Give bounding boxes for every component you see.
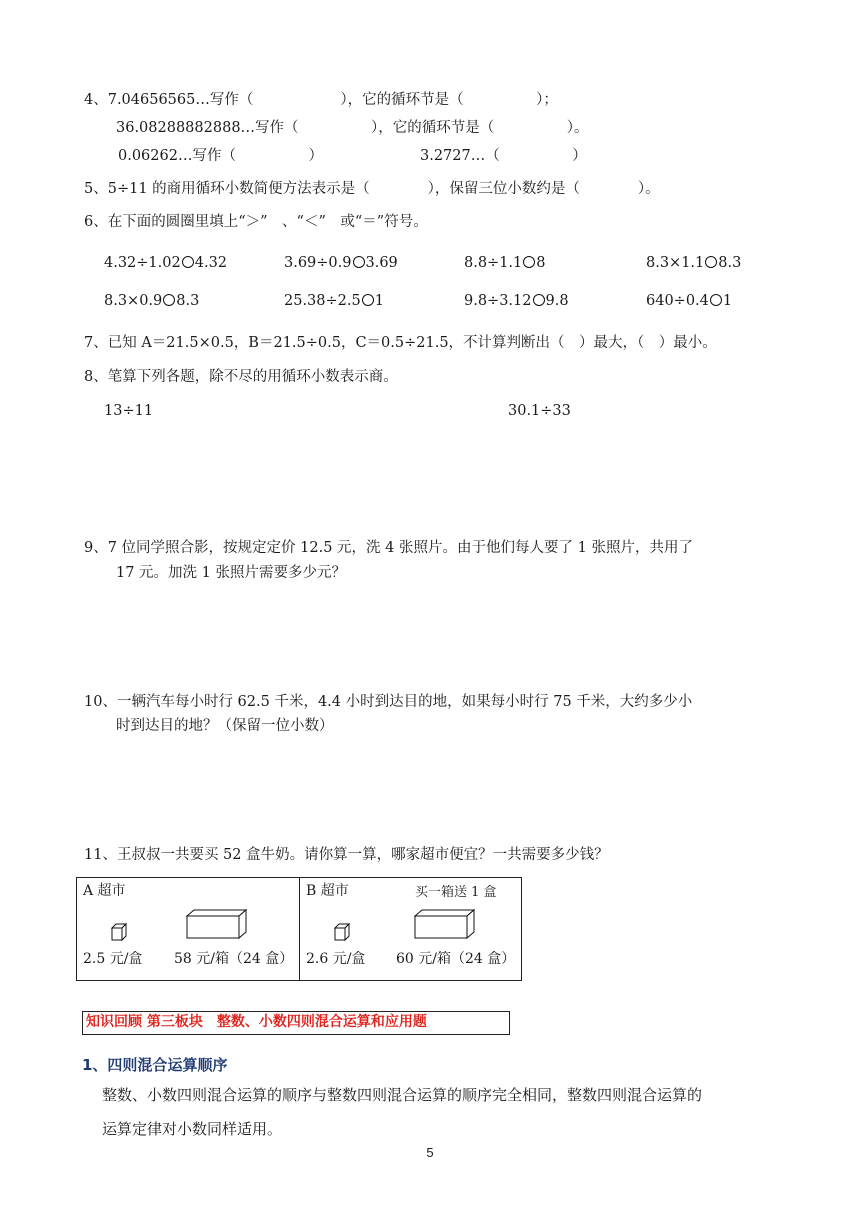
q6-item-8: 640÷0.4 1	[646, 293, 733, 309]
q4-line-2: 36.08288882888…写作（ ），它的循环节是（ ）。	[116, 120, 589, 136]
store-b-promo: 买一箱送 1 盒	[415, 885, 497, 900]
q4-line-1: 4、7.04656565…写作（ ），它的循环节是（ ）；	[84, 92, 558, 108]
section-paragraph-line-1: 整数、小数四则混合运算的顺序与整数四则混合运算的顺序完全相同，整数四则混合运算的	[102, 1086, 703, 1104]
q6-item-6: 25.38÷2.5 1	[284, 293, 384, 309]
q10-line-1: 10、一辆汽车每小时行 62.5 千米，4.4 小时到达目的地，如果每小时行 75 千米，大约多少小	[84, 694, 693, 710]
q10-line-2: 时到达目的地？（保留一位小数）	[116, 718, 334, 734]
q6-item-3: 8.8÷1.1 8	[464, 255, 546, 271]
q6-prompt: 6、在下面的圆圈里填上“＞” 、“＜” 或“＝”符号。	[84, 214, 428, 230]
milk-case-box-icon	[413, 908, 477, 940]
section-heading: 知识回顾 第三板块 整数、小数四则混合运算和应用题	[82, 1011, 510, 1035]
store-b-single-price: 2.6 元/盒	[306, 951, 366, 967]
section-subtitle: 1、四则混合运算顺序	[82, 1056, 228, 1074]
store-comparison-table	[76, 877, 522, 981]
q6-item-7: 9.8÷3.12 9.8	[464, 293, 569, 309]
q8-item-1: 13÷11	[104, 403, 154, 419]
store-a-name: A 超市	[83, 883, 126, 899]
compare-circle[interactable]	[182, 256, 194, 268]
q4-line-3a: 0.06262…写作（ ）	[118, 148, 323, 164]
q8-item-2: 30.1÷33	[508, 403, 571, 419]
milk-carton-icon	[110, 922, 130, 942]
page-number: 5	[426, 1145, 434, 1160]
compare-circle[interactable]	[705, 256, 717, 268]
q4-line-3b: 3.2727…（ ）	[420, 148, 587, 164]
compare-circle[interactable]	[523, 256, 535, 268]
q9-line-1: 9、7 位同学照合影，按规定定价 12.5 元，洗 4 张照片。由于他们每人要了 1 张照片，共用了	[84, 540, 693, 556]
q6-item-2: 3.69÷0.9 3.69	[284, 255, 398, 271]
store-a-case-price: 58 元/箱（24 盒）	[174, 951, 294, 967]
q11-prompt: 11、王叔叔一共要买 52 盒牛奶。请你算一算，哪家超市便宜？一共需要多少钱？	[84, 847, 609, 863]
q6-item-1: 4.32÷1.02 4.32	[104, 255, 228, 271]
store-a-single-price: 2.5 元/盒	[83, 951, 143, 967]
compare-circle[interactable]	[353, 256, 365, 268]
q7-text: 7、已知 A＝21.5×0.5，B＝21.5÷0.5，C＝0.5÷21.5，不计算判断出（ ）最大，（ ）最小。	[84, 335, 717, 351]
store-b-name: B 超市	[306, 883, 349, 899]
compare-circle[interactable]	[710, 294, 722, 306]
milk-case-box-icon	[185, 908, 249, 940]
section-paragraph-line-2: 运算定律对小数同样适用。	[102, 1120, 283, 1138]
milk-carton-icon	[333, 922, 353, 942]
q9-line-2: 17 元。加洗 1 张照片需要多少元？	[116, 565, 347, 581]
q8-prompt: 8、笔算下列各题，除不尽的用循环小数表示商。	[84, 369, 398, 385]
store-b-case-price: 60 元/箱（24 盒）	[396, 951, 516, 967]
q6-item-4: 8.3×1.1 8.3	[646, 255, 742, 271]
compare-circle[interactable]	[163, 294, 175, 306]
compare-circle[interactable]	[362, 294, 374, 306]
q5-text: 5、5÷11 的商用循环小数简便方法表示是（ ），保留三位小数约是（ ）。	[84, 181, 660, 197]
compare-circle[interactable]	[533, 294, 545, 306]
store-divider	[299, 878, 300, 980]
q6-item-5: 8.3×0.9 8.3	[104, 293, 200, 309]
